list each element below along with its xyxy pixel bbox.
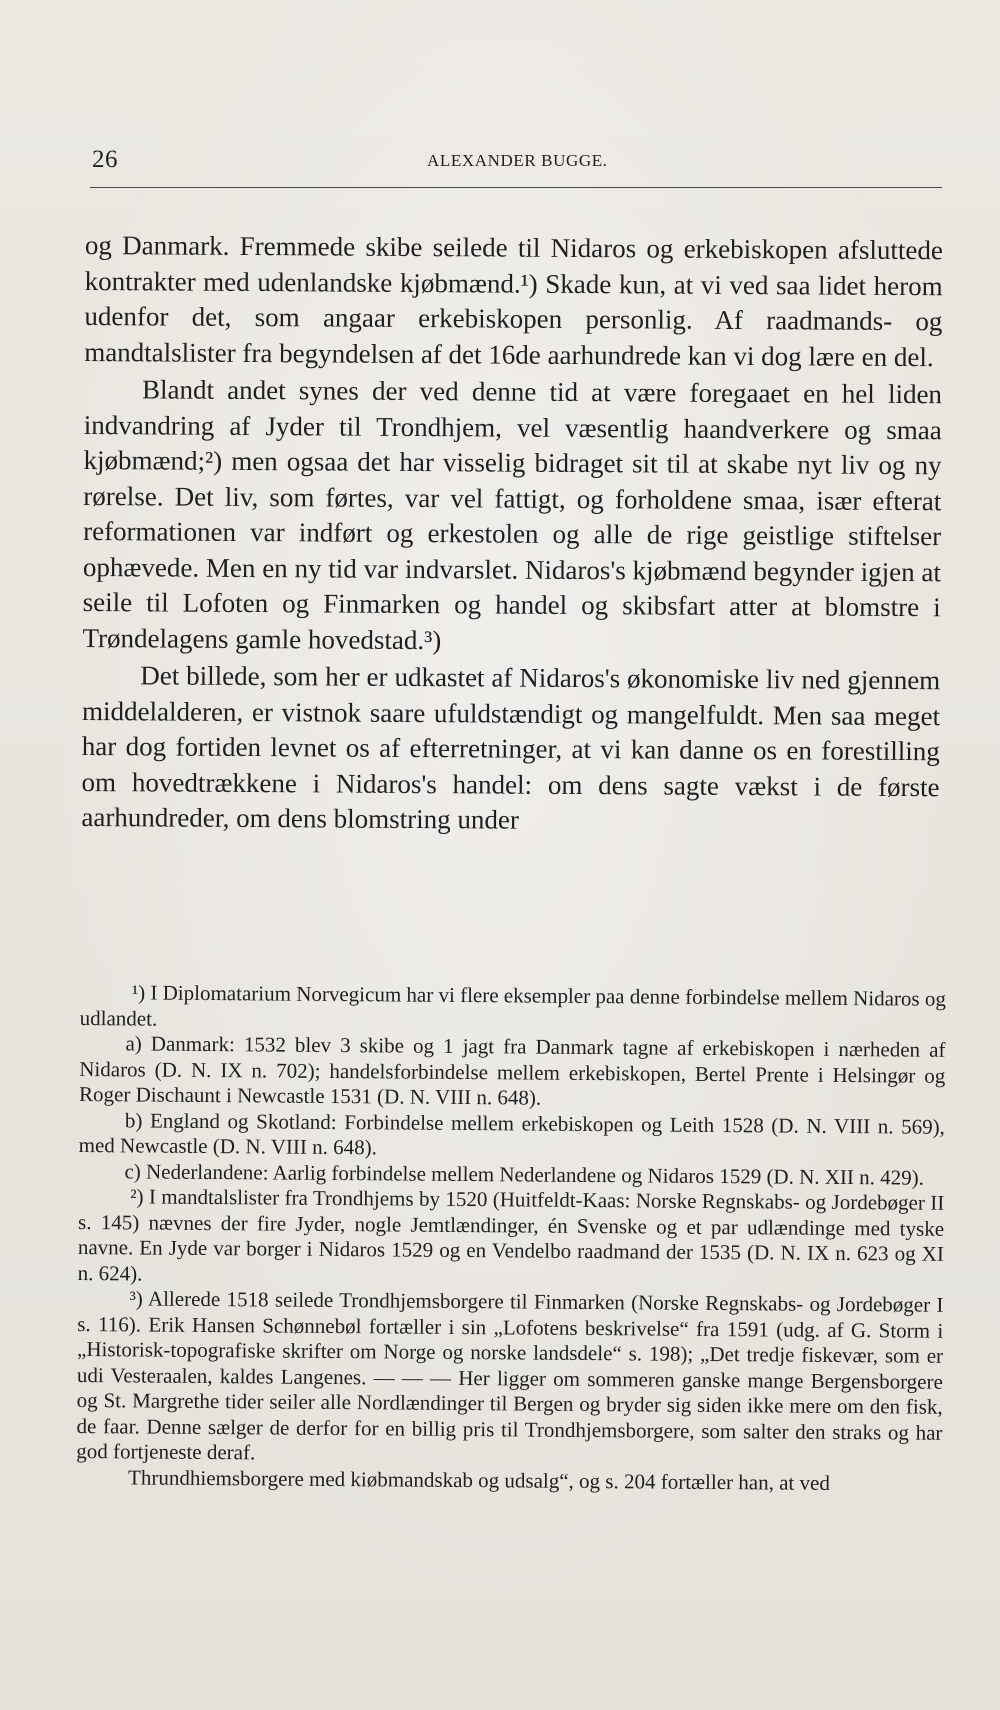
footnote-1: ¹) I Diplomatarium Norvegicum har vi flere eksempler paa denne forbindelse mellem Nidaros og udlandet.: [79, 980, 946, 1031]
running-title: ALEXANDER BUGGE.: [427, 151, 608, 170]
footnote-3-continuation: Thrundhiemsborgere med kiøbmandskab og udsalg“, og s. 204 fortæller han, at ved: [128, 1464, 830, 1495]
footnote-3: ³) Allerede 1518 seilede Trondhjemsborgere til Finmarken (Norske Regnskabs- og Jordebøger I s. 116). Erik Hansen Schønnebøl fortæller i sin „Lofotens beskrivelse“ fra 1591 (udg. af G. Storm i „Historisk-topografiske skrifter om Norge og norske landsdele“ s. 198); „Det tredje fiskevær, som er udi Vesteraalen, kaldes Langenes. — — — Her ligger om sommeren ganske mange Bergensborgere og St. Margrethe tider seiler alle Nordlændinger til Bergen og bryder sig siden ikke mere om den fisk, de faar. Denne sælger de derfor for en billig pris til Trondhjemsborgere, som salter den straks og har god fortjeneste deraf.: [76, 1286, 944, 1465]
footnote-2: ²) I mandtalslister fra Trondhjems by 1520 (Huitfeldt-Kaas: Norske Regnskabs- og Jordebøger II s. 145) nævnes der fire Jyder, nogle Jemtlændinger, én Svenske og et par udlændinge med tyske navne. En Jyde var borger i Nidaros 1529 og en Vendelbo raadmand der 1535 (D. N. IX n. 623 og XI n. 624).: [77, 1184, 945, 1285]
paragraph-1: og Danmark. Fremmede skibe seilede til Nidaros og erkebiskopen afsluttede kontrakter med udenlandske kjøbmænd.¹) Skade kun, at vi ved saa lidet herom udenfor det, som angaar erkebiskopen personlig. Af raadmands- og mandtalslister fra begyndelsen af det 16de aarhundrede kan vi dog lære en del.: [84, 229, 943, 372]
main-text: [81, 228, 943, 841]
header-rule: [90, 187, 942, 188]
footnote-1b: b) England og Skotland: Forbindelse mellem erkebiskopen og Leith 1528 (D. N. VIII n. 569), med Newcastle (D. N. VIII n. 648).: [78, 1107, 945, 1160]
page-header: [92, 145, 942, 193]
paragraph-2: Blandt andet synes der ved denne tid at være foregaaet en hel liden indvandring af Jyder til Trondhjem, vel væsentlig haandverkere og smaa kjøbmænd;²) men ogsaa det har visselig bidraget sit til at skabe nyt liv og ny rørelse. Det liv, som førtes, var vel fattigt, og forholdene smaa, især efterat reformationen var indført og erkestolen og alle de rige geistlige stiftelser ophævede. Men en ny tid var indvarslet. Nidaros's kjøbmænd begynder igjen at seile til Lofoten og Finmarken og handel og skibsfart atter at blomstre i Trøndelagens gamle hovedstad.³): [82, 374, 943, 655]
footnote-1a: a) Danmark: 1532 blev 3 skibe og 1 jagt fra Danmark tagne af erkebiskopen i nærheden af Nidaros (D. N. IX n. 702); handelsforbindelse mellem erkebiskopen, Bertel Prente i Helsingør og Roger Dischaunt i Newcastle 1531 (D. N. VIII n. 648).: [79, 1031, 946, 1110]
footnote-1c: c) Nederlandene: Aarlig forbindelse mellem Nederlandene og Nidaros 1529 (D. N. XII n. 429).: [124, 1158, 925, 1190]
footnotes: [76, 980, 946, 1497]
page-number: 26: [92, 146, 118, 173]
paragraph-3: Det billede, som her er udkastet af Nidaros's økonomiske liv ned gjennem middelalderen, er vistnok saare ufuldstændigt og mangelfuldt. Men saa meget har dog fortiden levnet os af efterretninger, at vi kan danne os en forestilling om hovedtrækkene i Nidaros's handel: om dens sagte vækst i de første aarhundreder, om dens blomstring under: [81, 660, 941, 835]
